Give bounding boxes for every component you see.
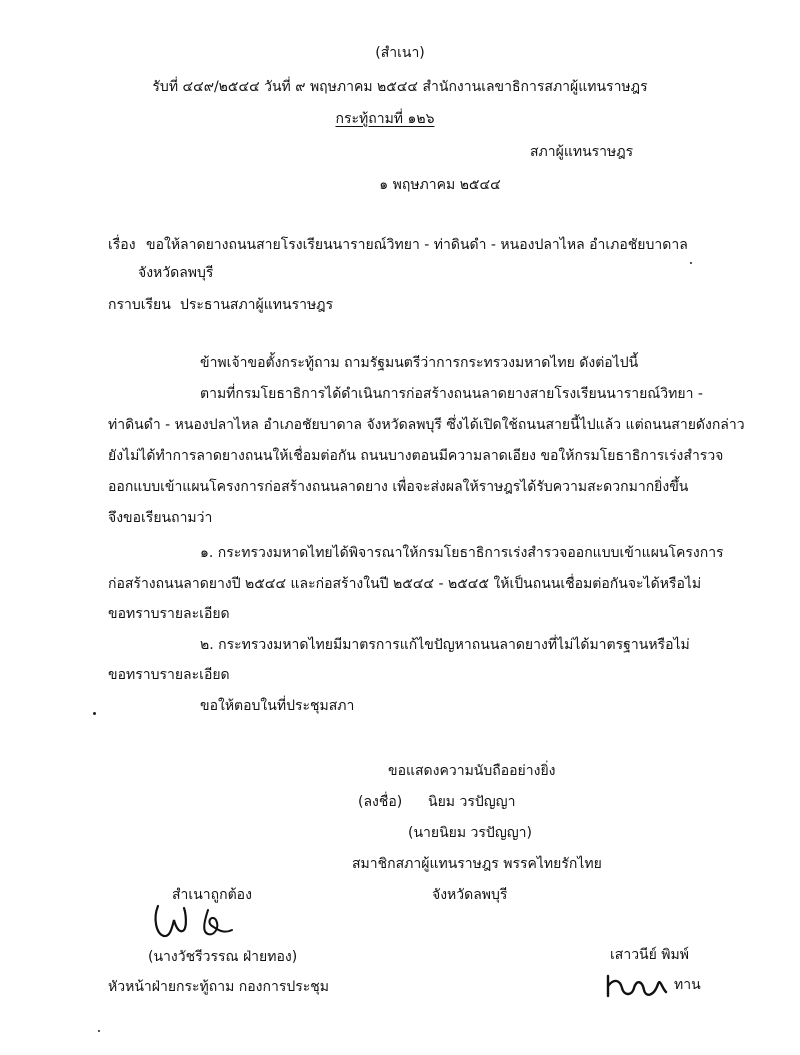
subject-line-2: จังหวัดลพบุรี xyxy=(138,265,214,281)
question-number: กระทู้ถามที่ ๑๒๖ xyxy=(335,111,435,127)
paragraph-line: จึงขอเรียนถามว่า xyxy=(108,510,213,526)
salutation-label: กราบเรียน xyxy=(108,297,171,313)
certification-label: สำเนาถูกต้อง xyxy=(172,887,252,903)
copy-label: (สำเนา) xyxy=(375,45,425,61)
handwritten-signature xyxy=(150,900,240,942)
signed-name: นิยม วรปัญญา xyxy=(428,794,516,810)
question-1-line: ก่อสร้างถนนลาดยางปี ๒๕๔๔ และก่อสร้างในปี ๒๕๔๔ - ๒๕๔๕ ให้เป็นถนนเชื่อมต่อกันจะได้หรือไม่ xyxy=(108,576,702,592)
signer-province: จังหวัดลพบุรี xyxy=(432,887,508,903)
signer-full-name: (นายนิยม วรปัญญา) xyxy=(408,825,532,841)
certifier-name: (นางวัชรีวรรณ ฝ่ายทอง) xyxy=(148,949,298,965)
question-2-line: ๒. กระทรวงมหาดไทยมีมาตรการแก้ไขปัญหาถนนลาดยางที่ไม่ได้มาตรฐานหรือไม่ xyxy=(200,637,690,653)
salutation-recipient: ประธานสภาผู้แทนราษฎร xyxy=(180,297,334,313)
paragraph-line: ยังไม่ได้ทำการลาดยางถนนให้เชื่อมต่อกัน ถนนบางตอนมีความลาดเอียง ขอให้กรมโยธาธิการเร่งสำรวจ xyxy=(108,448,724,464)
scan-speck xyxy=(98,1030,100,1032)
intro-line: ข้าพเจ้าขอตั้งกระทู้ถาม ถามรัฐมนตรีว่าการกระทรวงมหาดไทย ดังต่อไปนี้ xyxy=(200,355,639,371)
scan-speck xyxy=(690,262,692,264)
receipt-line: รับที่ ๔๔๙/๒๕๔๔ วันที่ ๙ พฤษภาคม ๒๕๔๔ สำนักงานเลขาธิการสภาผู้แทนราษฎร xyxy=(152,79,648,95)
document-date: ๑ พฤษภาคม ๒๕๔๔ xyxy=(379,177,501,193)
paragraph-line: ท่าดินดำ - หนองปลาไหล อำเภอชัยบาดาล จังหวัดลพบุรี ซึ่งได้เปิดใช้ถนนสายนี้ไปแล้ว แต่ถนนสายดังกล่าว xyxy=(108,417,745,433)
checker-label: ทาน xyxy=(674,977,701,993)
checker-signature xyxy=(604,970,674,1002)
question-2-line: ขอทราบรายละเอียด xyxy=(108,667,230,683)
paragraph-line: ตามที่กรมโยธาธิการได้ดำเนินการก่อสร้างถนนลาดยางสายโรงเรียนนารายณ์วิทยา - xyxy=(200,386,703,402)
signer-position: สมาชิกสภาผู้แทนราษฎร พรรคไทยรักไทย xyxy=(352,856,602,872)
scan-speck xyxy=(93,712,96,715)
organization: สภาผู้แทนราษฎร xyxy=(530,144,634,160)
question-1-line: ๑. กระทรวงมหาดไทยได้พิจารณาให้กรมโยธาธิการเร่งสำรวจออกแบบเข้าแผนโครงการ xyxy=(200,545,724,561)
subject-label: เรื่อง xyxy=(108,237,136,253)
subject-line-1: ขอให้ลาดยางถนนสายโรงเรียนนารายณ์วิทยา - ท่าดินดำ - หนองปลาไหล อำเภอชัยบาดาล xyxy=(146,237,688,253)
certifier-title: หัวหน้าฝ่ายกระทู้ถาม กองการประชุม xyxy=(108,979,330,995)
paragraph-line: ออกแบบเข้าแผนโครงการก่อสร้างถนนลาดยาง เพื่อจะส่งผลให้ราษฎรได้รับความสะดวกมากยิ่งขึ้น xyxy=(108,479,689,495)
question-1-line: ขอทราบรายละเอียด xyxy=(108,606,230,622)
signed-label: (ลงชื่อ) xyxy=(358,794,403,810)
closing-request: ขอให้ตอบในที่ประชุมสภา xyxy=(200,698,355,714)
typist-label: เสาวนีย์ พิมพ์ xyxy=(610,947,689,963)
regards-line: ขอแสดงความนับถืออย่างยิ่ง xyxy=(388,763,556,779)
